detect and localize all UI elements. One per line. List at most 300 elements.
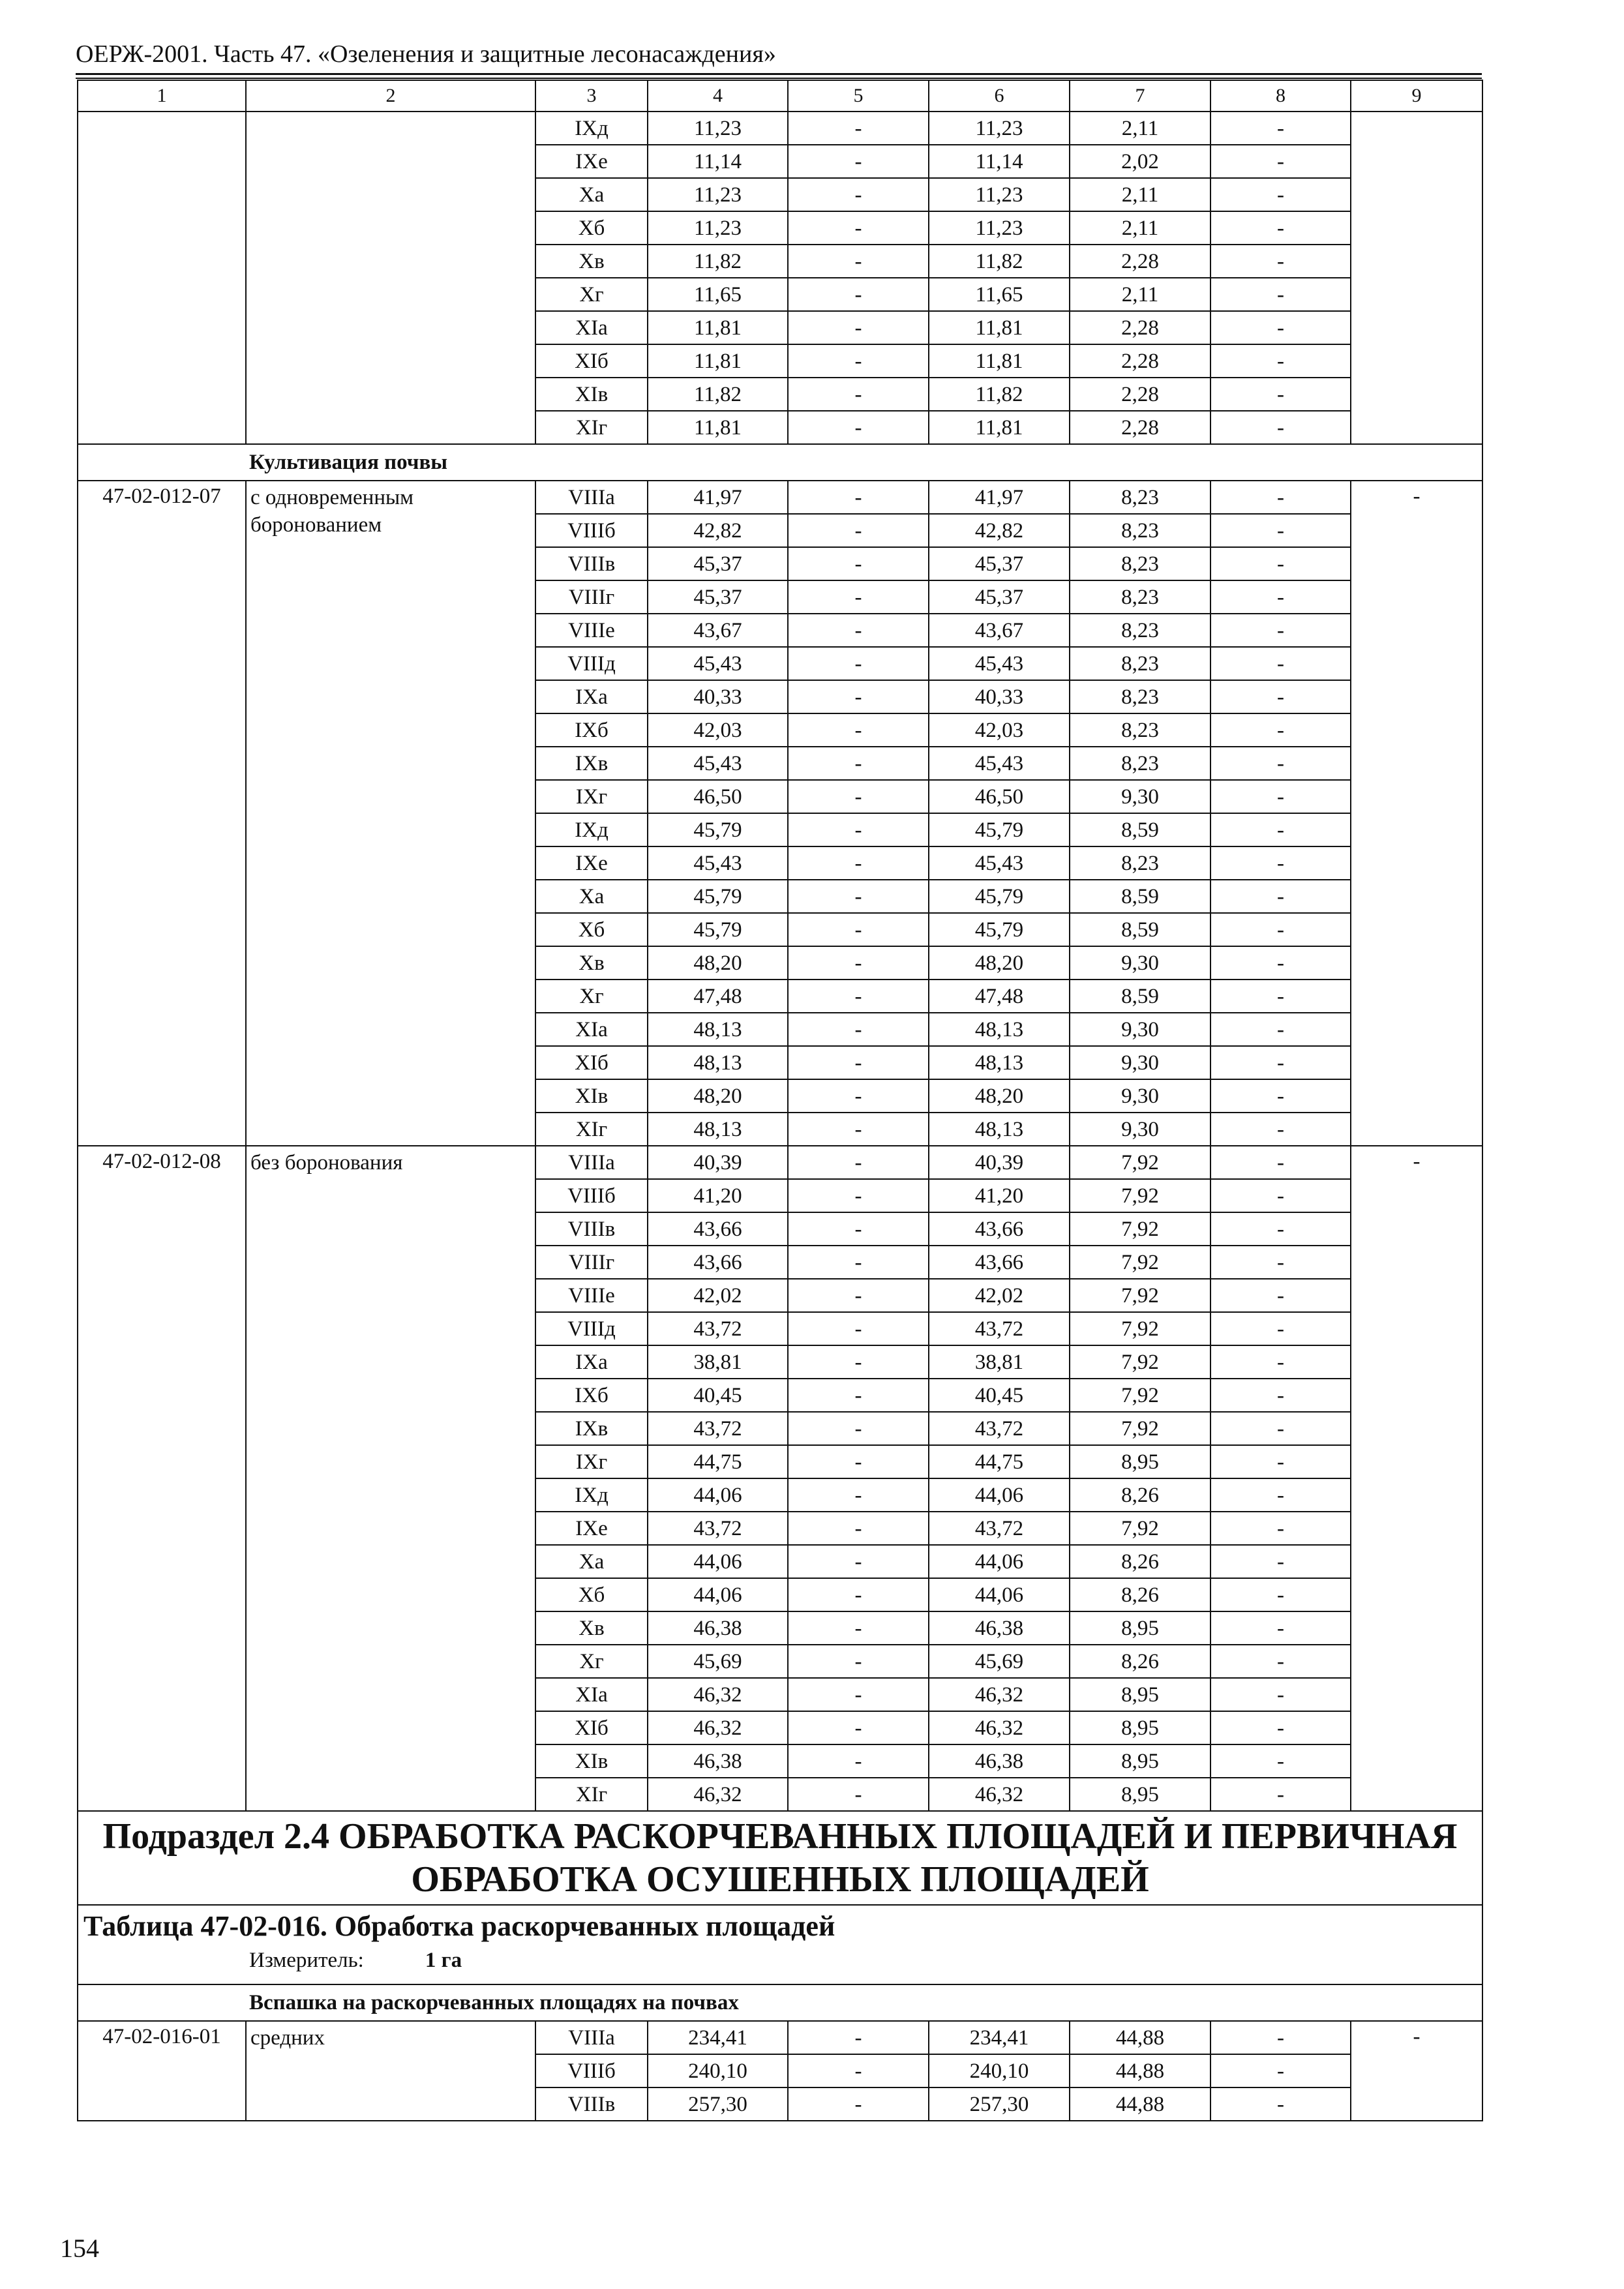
table-cell: 45,43 — [648, 846, 788, 880]
table-cell: - — [788, 1013, 929, 1046]
table-cell: - — [788, 1678, 929, 1711]
table-cell: IXд — [535, 1478, 648, 1512]
table-cell: 43,72 — [929, 1312, 1070, 1345]
table-cell: - — [1210, 1312, 1351, 1345]
table-cell: XIг — [535, 1113, 648, 1146]
table-cell: - — [1210, 846, 1351, 880]
table-cell: 11,81 — [929, 411, 1070, 444]
table-cell: - — [1210, 1645, 1351, 1678]
table-cell: 45,69 — [929, 1645, 1070, 1678]
table-cell: - — [788, 680, 929, 713]
table-cell: - — [788, 880, 929, 913]
table-cell: 2,28 — [1070, 378, 1210, 411]
table-cell: 44,06 — [929, 1478, 1070, 1512]
table-cell: - — [788, 547, 929, 580]
table-cell: - — [788, 1279, 929, 1312]
table-cell: 11,81 — [929, 311, 1070, 344]
table-cell: 8,59 — [1070, 913, 1210, 946]
table-cell: XIа — [535, 311, 648, 344]
table-cell: - — [1210, 713, 1351, 747]
table-cell: 45,37 — [929, 547, 1070, 580]
table-cell: 46,38 — [648, 1611, 788, 1645]
table-cell: - — [1210, 1412, 1351, 1445]
table-cell: 2,02 — [1070, 145, 1210, 178]
table-cell: XIб — [535, 1711, 648, 1744]
table-cell: 41,20 — [648, 1179, 788, 1212]
table-cell: - — [788, 1744, 929, 1778]
table-cell: 47,48 — [648, 980, 788, 1013]
table-cell: 43,66 — [929, 1212, 1070, 1246]
table-cell: 45,37 — [648, 580, 788, 614]
table-cell: Xг — [535, 980, 648, 1013]
table-cell: VIIIв — [535, 547, 648, 580]
table-cell: - — [1210, 311, 1351, 344]
table-cell: 11,14 — [648, 145, 788, 178]
table-cell: 42,82 — [648, 514, 788, 547]
table-cell: 42,02 — [648, 1279, 788, 1312]
table-cell: - — [788, 1046, 929, 1079]
rate-description — [246, 112, 535, 444]
table-cell: - — [1210, 1379, 1351, 1412]
table-cell: 43,67 — [929, 614, 1070, 647]
table-cell: XIг — [535, 1778, 648, 1811]
table-cell: - — [1210, 1445, 1351, 1478]
table-cell: - — [1210, 1345, 1351, 1379]
table-cell: - — [1210, 1246, 1351, 1279]
table-cell: 11,23 — [648, 211, 788, 245]
table-cell: 46,32 — [648, 1778, 788, 1811]
table-cell: - — [788, 1246, 929, 1279]
table-cell: - — [1210, 1545, 1351, 1578]
table-cell: 48,13 — [929, 1013, 1070, 1046]
table-cell: 8,95 — [1070, 1711, 1210, 1744]
table-cell: Xг — [535, 1645, 648, 1678]
column-number: 3 — [535, 80, 648, 112]
table-cell: 48,20 — [929, 1079, 1070, 1113]
table-cell: 9,30 — [1070, 780, 1210, 813]
table-cell: 44,75 — [929, 1445, 1070, 1478]
table-cell: - — [1210, 913, 1351, 946]
table-cell: 42,03 — [648, 713, 788, 747]
table-cell: 7,92 — [1070, 1179, 1210, 1212]
measure-line — [83, 1945, 1477, 1976]
table-cell: 45,43 — [648, 747, 788, 780]
table-cell: 7,92 — [1070, 1412, 1210, 1445]
table-cell: 42,02 — [929, 1279, 1070, 1312]
table-cell: VIIIб — [535, 2054, 648, 2087]
rate-description: средних — [246, 2021, 535, 2121]
table-cell: 8,23 — [1070, 481, 1210, 514]
table-cell: 45,79 — [648, 880, 788, 913]
table-cell: 11,81 — [929, 344, 1070, 378]
table-cell: - — [1210, 2054, 1351, 2087]
table-cell: 11,81 — [648, 411, 788, 444]
table-cell: 45,79 — [648, 913, 788, 946]
table-cell: - — [788, 1345, 929, 1379]
column-9-value — [1351, 112, 1482, 444]
table-cell: 45,43 — [929, 846, 1070, 880]
table-cell: 11,82 — [929, 378, 1070, 411]
table-cell: - — [788, 481, 929, 514]
table-cell: - — [1210, 178, 1351, 211]
table-cell: 8,23 — [1070, 647, 1210, 680]
table-cell: 234,41 — [648, 2021, 788, 2054]
table-cell: - — [1210, 1678, 1351, 1711]
column-number: 6 — [929, 80, 1070, 112]
table-cell: 45,79 — [929, 913, 1070, 946]
table-cell: - — [788, 178, 929, 211]
table-cell: Xб — [535, 211, 648, 245]
table-cell: 7,92 — [1070, 1279, 1210, 1312]
table-cell: 2,28 — [1070, 245, 1210, 278]
table-cell: 11,23 — [648, 178, 788, 211]
table-cell: - — [788, 112, 929, 145]
rate-code: 47-02-012-08 — [78, 1146, 246, 1811]
table-cell: 41,97 — [929, 481, 1070, 514]
column-number: 7 — [1070, 80, 1210, 112]
table-cell: VIIIб — [535, 514, 648, 547]
table-cell: - — [1210, 1578, 1351, 1611]
table-cell: 44,75 — [648, 1445, 788, 1478]
table-title-row — [78, 1905, 1482, 1984]
table-cell: - — [1210, 1113, 1351, 1146]
table-cell: - — [788, 980, 929, 1013]
table-cell: - — [788, 1212, 929, 1246]
measure-label: Измеритель: — [249, 1949, 364, 1972]
table-cell: 8,59 — [1070, 980, 1210, 1013]
subsection-heading-row — [78, 1811, 1482, 1905]
table-cell: 11,23 — [929, 178, 1070, 211]
table-cell: 8,59 — [1070, 880, 1210, 913]
table-cell: 48,13 — [648, 1013, 788, 1046]
table-cell: IXа — [535, 680, 648, 713]
table-cell: 46,32 — [648, 1711, 788, 1744]
table-cell: 11,82 — [929, 245, 1070, 278]
table-cell: - — [788, 2054, 929, 2087]
table-cell: VIIIе — [535, 1279, 648, 1312]
table-cell: 46,32 — [929, 1711, 1070, 1744]
table-cell: - — [1210, 680, 1351, 713]
table-cell: 8,23 — [1070, 747, 1210, 780]
table-cell: - — [788, 211, 929, 245]
table-cell: - — [1210, 145, 1351, 178]
table-cell: - — [788, 344, 929, 378]
table-cell: 44,06 — [648, 1545, 788, 1578]
table-cell: - — [788, 1412, 929, 1445]
table-cell: 7,92 — [1070, 1379, 1210, 1412]
table-cell: - — [1210, 2021, 1351, 2054]
header-rule — [76, 78, 1482, 79]
table-cell: XIб — [535, 344, 648, 378]
table-cell: Xв — [535, 1611, 648, 1645]
table-cell: 45,43 — [929, 747, 1070, 780]
section-heading-row — [78, 444, 1482, 481]
table-cell: 9,30 — [1070, 946, 1210, 980]
running-header: ОЕРЖ-2001. Часть 47. «Озеленения и защитные лесонасаждения» — [76, 40, 776, 68]
column-9-value: - — [1351, 2021, 1482, 2121]
table-title-cell — [78, 1905, 1482, 1984]
table-cell: 2,11 — [1070, 278, 1210, 311]
table-cell: - — [788, 2087, 929, 2121]
rate-description: без боронования — [246, 1146, 535, 1811]
table-cell: 45,79 — [929, 813, 1070, 846]
table-cell: 11,14 — [929, 145, 1070, 178]
column-number: 8 — [1210, 80, 1351, 112]
table-cell: Xв — [535, 245, 648, 278]
table-cell: Xа — [535, 880, 648, 913]
table-cell: 8,95 — [1070, 1611, 1210, 1645]
table-cell: - — [1210, 614, 1351, 647]
table-cell: - — [788, 1179, 929, 1212]
table-cell: 44,88 — [1070, 2021, 1210, 2054]
table-cell: 48,20 — [648, 946, 788, 980]
column-number: 9 — [1351, 80, 1482, 112]
table-cell: 11,23 — [648, 112, 788, 145]
table-cell: IXг — [535, 780, 648, 813]
table-cell: 48,20 — [648, 1079, 788, 1113]
table-cell: - — [1210, 1013, 1351, 1046]
table-cell: - — [788, 1146, 929, 1179]
table-body — [78, 80, 1482, 2121]
table-cell: 43,66 — [929, 1246, 1070, 1279]
table-cell: 41,97 — [648, 481, 788, 514]
table-cell: 11,23 — [929, 112, 1070, 145]
table-cell: - — [1210, 2087, 1351, 2121]
table-cell: IXд — [535, 813, 648, 846]
column-number: 5 — [788, 80, 929, 112]
table-cell: - — [788, 378, 929, 411]
column-number-row — [78, 80, 1482, 112]
table-cell: - — [788, 614, 929, 647]
table-cell: 8,59 — [1070, 813, 1210, 846]
table-cell: 48,13 — [648, 1046, 788, 1079]
table-cell: 11,65 — [929, 278, 1070, 311]
table-cell: 8,26 — [1070, 1478, 1210, 1512]
rate-code — [78, 112, 246, 444]
table-cell: 40,33 — [929, 680, 1070, 713]
table-cell: Xб — [535, 1578, 648, 1611]
table-cell: 2,28 — [1070, 311, 1210, 344]
table-cell: XIб — [535, 1046, 648, 1079]
table-cell: 45,79 — [648, 813, 788, 846]
table-cell: - — [788, 245, 929, 278]
table-cell: VIIIг — [535, 1246, 648, 1279]
table-cell: 45,43 — [648, 647, 788, 680]
table-cell: IXб — [535, 713, 648, 747]
table-cell: - — [1210, 946, 1351, 980]
table-cell: 2,11 — [1070, 178, 1210, 211]
table-cell: 7,92 — [1070, 1146, 1210, 1179]
table-cell: 2,28 — [1070, 344, 1210, 378]
table-cell: - — [788, 580, 929, 614]
column-9-value: - — [1351, 481, 1482, 1146]
table-cell: Xв — [535, 946, 648, 980]
table-cell: Xб — [535, 913, 648, 946]
table-cell: - — [788, 2021, 929, 2054]
table-cell: 9,30 — [1070, 1079, 1210, 1113]
table-cell: VIIIв — [535, 1212, 648, 1246]
table-cell: 7,92 — [1070, 1246, 1210, 1279]
table-cell: - — [788, 647, 929, 680]
table-cell: - — [1210, 1212, 1351, 1246]
table-cell: 2,11 — [1070, 211, 1210, 245]
table-cell: XIг — [535, 411, 648, 444]
table-cell: 42,03 — [929, 713, 1070, 747]
table-cell: 43,67 — [648, 614, 788, 647]
table-cell: 43,72 — [648, 1312, 788, 1345]
table-cell: 11,81 — [648, 311, 788, 344]
table-cell: 48,13 — [648, 1113, 788, 1146]
table-cell: - — [1210, 747, 1351, 780]
table-cell: 40,45 — [648, 1379, 788, 1412]
table-cell: - — [788, 1079, 929, 1113]
table-cell: 257,30 — [648, 2087, 788, 2121]
page-number: 154 — [60, 2234, 99, 2263]
table-cell: Xа — [535, 178, 648, 211]
table-cell: 45,79 — [929, 880, 1070, 913]
table-cell: - — [1210, 780, 1351, 813]
table-cell: - — [788, 1578, 929, 1611]
table-cell: 240,10 — [929, 2054, 1070, 2087]
table-cell: - — [788, 411, 929, 444]
table-cell: 8,26 — [1070, 1578, 1210, 1611]
table-cell: 45,37 — [648, 547, 788, 580]
table-cell: - — [788, 1113, 929, 1146]
table-cell: - — [1210, 547, 1351, 580]
table-cell: 46,32 — [929, 1678, 1070, 1711]
table-cell: 7,92 — [1070, 1212, 1210, 1246]
table-cell: - — [788, 1445, 929, 1478]
table-cell: - — [788, 813, 929, 846]
table-cell: 44,06 — [648, 1578, 788, 1611]
table-cell: VIIIв — [535, 2087, 648, 2121]
table-cell: - — [788, 145, 929, 178]
table-cell: 42,82 — [929, 514, 1070, 547]
table-cell: - — [1210, 1079, 1351, 1113]
table-cell: 11,23 — [929, 211, 1070, 245]
table-cell: VIIIд — [535, 647, 648, 680]
table-cell: - — [1210, 411, 1351, 444]
table-cell: IXе — [535, 145, 648, 178]
table-cell: 46,32 — [929, 1778, 1070, 1811]
table-cell: - — [788, 1312, 929, 1345]
table-cell: - — [1210, 1146, 1351, 1179]
table-cell: 8,23 — [1070, 514, 1210, 547]
table-cell: 8,23 — [1070, 680, 1210, 713]
table-cell: IXе — [535, 846, 648, 880]
table-cell: - — [788, 713, 929, 747]
table-cell: IXа — [535, 1345, 648, 1379]
table-cell: 46,38 — [648, 1744, 788, 1778]
table-cell: VIIIа — [535, 481, 648, 514]
subsection-heading: Подраздел 2.4 ОБРАБОТКА РАСКОРЧЕВАННЫХ ПЛОЩАДЕЙ И ПЕРВИЧНАЯ ОБРАБОТКА ОСУШЕННЫХ ПЛОЩАДЕЙ — [78, 1811, 1482, 1905]
table-cell: Xа — [535, 1545, 648, 1578]
table-cell: - — [788, 780, 929, 813]
table-cell: 46,50 — [648, 780, 788, 813]
table-cell: - — [788, 1611, 929, 1645]
table-cell: - — [788, 1778, 929, 1811]
table-cell: 48,20 — [929, 946, 1070, 980]
table-cell: IXд — [535, 112, 648, 145]
table-cell: - — [1210, 1512, 1351, 1545]
table-cell: 8,95 — [1070, 1445, 1210, 1478]
column-number: 2 — [246, 80, 535, 112]
table-cell: 8,95 — [1070, 1678, 1210, 1711]
table-cell: 43,72 — [648, 1412, 788, 1445]
measure-value: 1 га — [425, 1949, 462, 1972]
table-cell: 38,81 — [929, 1345, 1070, 1379]
table-cell: - — [1210, 1778, 1351, 1811]
table-cell: XIв — [535, 378, 648, 411]
table-cell: 43,72 — [648, 1512, 788, 1545]
header-rule — [76, 73, 1482, 75]
table-cell: 8,95 — [1070, 1744, 1210, 1778]
table-cell: Xг — [535, 278, 648, 311]
table-cell: 8,26 — [1070, 1645, 1210, 1678]
table-cell: 46,50 — [929, 780, 1070, 813]
table-cell: 43,66 — [648, 1246, 788, 1279]
section-heading: Культивация почвы — [78, 444, 1482, 481]
table-cell: 8,95 — [1070, 1778, 1210, 1811]
table-cell: 43,66 — [648, 1212, 788, 1246]
table-row — [78, 1146, 1482, 1179]
table-cell: - — [788, 1379, 929, 1412]
table-cell: 45,43 — [929, 647, 1070, 680]
table-cell: 41,20 — [929, 1179, 1070, 1212]
table-cell: 7,92 — [1070, 1312, 1210, 1345]
table-cell: IXв — [535, 747, 648, 780]
table-cell: 11,82 — [648, 245, 788, 278]
table-cell: 44,06 — [929, 1578, 1070, 1611]
table-cell: - — [1210, 1179, 1351, 1212]
table-cell: VIIIа — [535, 1146, 648, 1179]
table-cell: IXб — [535, 1379, 648, 1412]
table-cell: 8,23 — [1070, 713, 1210, 747]
table-cell: VIIIа — [535, 2021, 648, 2054]
table-cell: IXв — [535, 1412, 648, 1445]
table-cell: XIа — [535, 1678, 648, 1711]
table-cell: 9,30 — [1070, 1013, 1210, 1046]
table-cell: VIIIб — [535, 1179, 648, 1212]
rate-code: 47-02-016-01 — [78, 2021, 246, 2121]
rate-description: с одновременным боронованием — [246, 481, 535, 1146]
table-cell: - — [788, 278, 929, 311]
table-cell: 9,30 — [1070, 1046, 1210, 1079]
table-cell: - — [1210, 1478, 1351, 1512]
rates-table — [77, 80, 1483, 2121]
table-cell: - — [1210, 580, 1351, 614]
table-cell: - — [1210, 278, 1351, 311]
table-cell: 7,92 — [1070, 1512, 1210, 1545]
table-cell: - — [1210, 647, 1351, 680]
table-cell: - — [1210, 514, 1351, 547]
table-cell: 44,06 — [648, 1478, 788, 1512]
table-cell: - — [788, 1645, 929, 1678]
table-cell: - — [788, 1545, 929, 1578]
table-cell: 11,82 — [648, 378, 788, 411]
table-cell: - — [1210, 1744, 1351, 1778]
table-cell: - — [1210, 813, 1351, 846]
table-cell: 8,23 — [1070, 580, 1210, 614]
table-cell: VIIIд — [535, 1312, 648, 1345]
table-row — [78, 481, 1482, 514]
table-cell: 44,88 — [1070, 2054, 1210, 2087]
table-cell: 46,38 — [929, 1611, 1070, 1645]
table-cell: 9,30 — [1070, 1113, 1210, 1146]
table-cell: 40,39 — [648, 1146, 788, 1179]
table-cell: - — [1210, 880, 1351, 913]
section-heading-row — [78, 1984, 1482, 2021]
